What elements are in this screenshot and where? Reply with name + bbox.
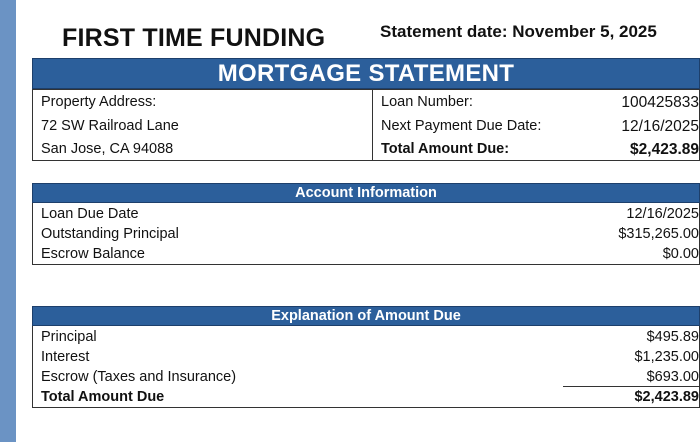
- explanation-row-label: Principal: [41, 329, 97, 345]
- property-address-line1: 72 SW Railroad Lane: [41, 118, 179, 134]
- account-info-header: Account Information: [32, 183, 700, 203]
- loan-number-label: Loan Number:: [381, 94, 473, 110]
- column-divider: [372, 90, 373, 160]
- explanation-row-label: Interest: [41, 349, 90, 365]
- explanation-total-label: Total Amount Due: [41, 389, 165, 405]
- explanation-total-value: $2,423.89: [634, 389, 699, 405]
- loan-number-value: 100425833: [621, 94, 699, 111]
- account-row-label: Loan Due Date: [41, 206, 139, 222]
- explanation-header: Explanation of Amount Due: [32, 306, 700, 326]
- next-due-value: 12/16/2025: [621, 118, 699, 135]
- total-due-label: Total Amount Due:: [381, 141, 510, 157]
- statement-page: [16, 0, 700, 442]
- explanation-row-label: Escrow (Taxes and Insurance): [41, 369, 237, 385]
- statement-date: Statement date: November 5, 2025: [380, 22, 657, 41]
- account-row-value: $0.00: [662, 246, 699, 262]
- subtotal-underline: [563, 386, 700, 387]
- explanation-row-value: $495.89: [646, 329, 699, 345]
- explanation-row-value: $1,235.00: [634, 349, 699, 365]
- property-address-line2: San Jose, CA 94088: [41, 141, 174, 157]
- account-row-label: Outstanding Principal: [41, 226, 179, 242]
- account-row-label: Escrow Balance: [41, 246, 145, 262]
- company-name: FIRST TIME FUNDING: [62, 24, 326, 52]
- account-row-value: 12/16/2025: [626, 206, 699, 222]
- statement-title: MORTGAGE STATEMENT: [32, 58, 700, 89]
- property-address-label: Property Address:: [41, 94, 157, 110]
- total-due-value: $2,423.89: [630, 141, 699, 158]
- account-row-value: $315,265.00: [618, 226, 699, 242]
- loan-summary-box: [32, 89, 700, 161]
- next-due-label: Next Payment Due Date:: [381, 118, 542, 134]
- explanation-row-value: $693.00: [646, 369, 699, 385]
